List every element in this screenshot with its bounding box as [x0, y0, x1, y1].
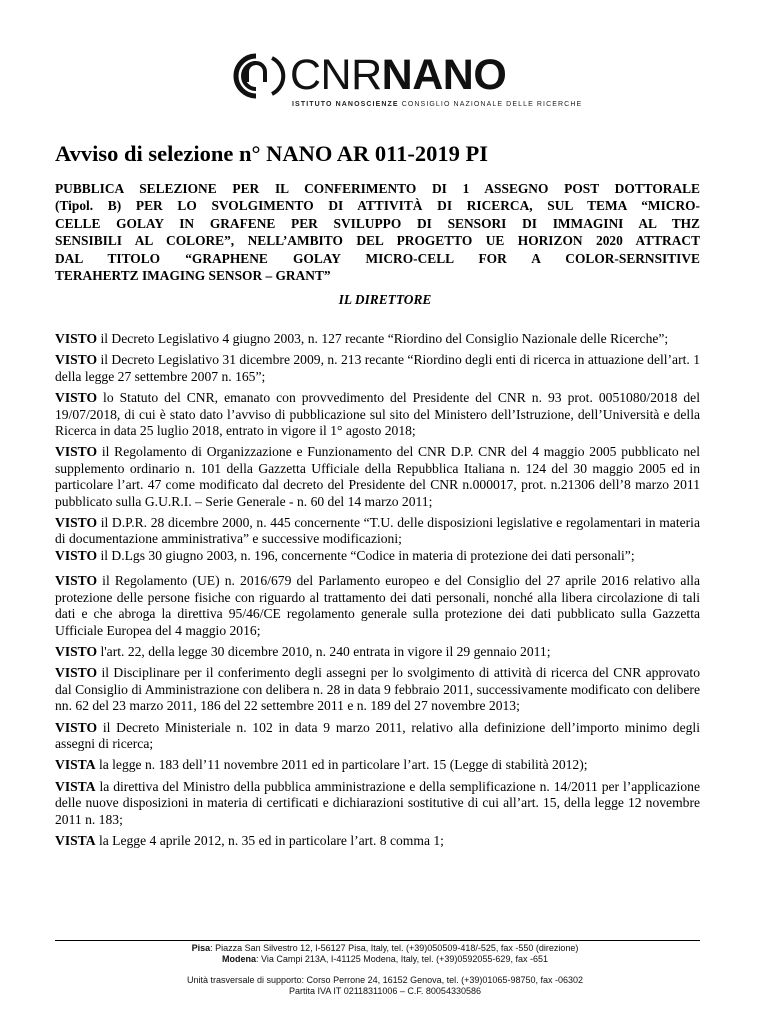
recital-text: il Regolamento di Organizzazione e Funzionamento del CNR D.P. CNR del 4 maggio 2005 pubblicato nel supplemento ordinario n. 101 della Gazzetta Ufficiale della Repubblica Italiana n. 124 del 30 maggio 2005 ed in particolare l’art. 47 come modificato dal decreto del Presidente del CNR n.000017, prot. n.21306 dell’8 marzo 2011 pubblicato sulla G.U.R.I. – Serie Generale - n. 60 del 14 marzo 2011; — [55, 444, 700, 509]
cnr-nano-logo — [0, 52, 770, 112]
footer-pisa — [0, 943, 770, 954]
recital-paragraph — [55, 515, 700, 548]
recital-lead: VISTO — [55, 719, 98, 735]
recital-paragraph — [55, 665, 700, 714]
recital-lead: VISTO — [55, 352, 98, 368]
cnr-logo-icon — [225, 52, 287, 100]
subject-line: CELLE GOLAY IN GRAFENE PER SVILUPPO DI SENSORI DI IMMAGINI AL THZ — [55, 215, 700, 231]
recital-text: il Decreto Ministeriale n. 102 in data 9 marzo 2011, relativo alla definizione dell’importo minimo degli assegni di ricerca; — [55, 719, 700, 751]
document-body — [55, 331, 700, 854]
recital-lead: VISTO — [55, 573, 98, 589]
logo-wordmark — [290, 50, 506, 100]
recital-lead: VISTO — [55, 665, 98, 681]
director-heading: IL DIRETTORE — [338, 292, 432, 307]
recital-paragraph — [55, 573, 700, 639]
recital-paragraph — [55, 644, 700, 660]
recital-text: la direttiva del Ministro della pubblica amministrazione e della semplificazione n. 14/2011 per l’applicazione delle nuove disposizioni in materia di certificati e dichiarazioni sostitutive di cui all’art. 15, della legge 12 novembre 2011 n. 183; — [55, 778, 700, 827]
logo-sub-light: CONSIGLIO NAZIONALE DELLE RICERCHE — [398, 101, 583, 108]
recital-lead: VISTA — [55, 757, 96, 773]
notice-title: Avviso di selezione n° NANO AR 011-2019 PI — [55, 141, 488, 166]
recital-lead: VISTO — [55, 390, 98, 406]
recital-paragraph — [55, 352, 700, 385]
recital-lead: VISTO — [55, 515, 98, 531]
recital-lead: VISTO — [55, 643, 98, 659]
subject-line: SENSIBILI AL COLORE”, NELL’AMBITO DEL PROGETTO UE HORIZON 2020 ATTRACT — [55, 233, 700, 249]
subject-line: PUBBLICA SELEZIONE PER IL CONFERIMENTO DI 1 ASSEGNO POST DOTTORALE — [55, 181, 700, 196]
recital-paragraph — [55, 757, 700, 773]
logo-word-nano: NANO — [381, 51, 507, 99]
recital-lead: VISTO — [55, 444, 98, 460]
footer-modena-label: Modena — [222, 954, 257, 964]
recital-lead: VISTA — [55, 778, 96, 794]
page-footer — [0, 943, 770, 997]
recital-lead: VISTO — [55, 547, 98, 563]
logo-word-cnr: CNR — [290, 51, 382, 99]
logo-subtitle — [292, 101, 582, 108]
footer-pisa-label: Pisa — [191, 943, 211, 953]
recital-text: il D.Lgs 30 giugno 2003, n. 196, concernente “Codice in materia di protezione dei dati personali”; — [97, 547, 635, 563]
recital-text: la Legge 4 aprile 2012, n. 35 ed in particolare l’art. 8 comma 1; — [95, 832, 444, 848]
subject-line: (Tipol. B) PER LO SVOLGIMENTO DI ATTIVITÀ DI RICERCA, SUL TEMA “MICRO- — [55, 198, 700, 214]
recital-paragraph — [55, 331, 700, 347]
subject-line: DAL TITOLO “GRAPHENE GOLAY MICRO-CELL FOR A COLOR-SERNSITIVE — [55, 250, 700, 266]
recital-text: il Regolamento (UE) n. 2016/679 del Parlamento europeo e del Consiglio del 27 aprile 2016 relativo alla protezione delle persone fisiche con riguardo al trattamento dei dati personali, nonché alla libera circolazione di tali dati e che abroga la direttiva 95/46/CE regolamento generale sulla protezione dei dati pubblicato sulla Gazzetta Ufficiale Europea del 4 maggio 2016; — [55, 573, 700, 638]
subject-line: TERAHERTZ IMAGING SENSOR – GRANT” — [55, 268, 331, 284]
recital-text: la legge n. 183 dell’11 novembre 2011 ed in particolare l’art. 15 (Legge di stabilità 2012); — [95, 757, 588, 773]
footer-divider — [55, 940, 700, 941]
recital-paragraph — [55, 720, 700, 753]
footer-modena — [0, 954, 770, 965]
recital-paragraph — [55, 548, 700, 564]
notice-subject — [55, 180, 700, 284]
recital-paragraph — [55, 444, 700, 510]
footer-pisa-text: : Piazza San Silvestro 12, I-56127 Pisa, Italy, tel. (+39)050509-418/-525, fax -550 (direzione) — [210, 943, 579, 953]
footer-vat: Partita IVA IT 02118311006 – C.F. 80054330586 — [289, 986, 481, 996]
recital-text: il Decreto Legislativo 31 dicembre 2009, n. 213 recante “Riordino degli enti di ricerca in attuazione dell’art. 1 della legge 27 settembre 2007 n. 165”; — [55, 352, 700, 384]
footer-support: Unità trasversale di supporto: Corso Perrone 24, 16152 Genova, tel. (+39)01065-98750, fax -06302 — [187, 975, 583, 985]
recital-lead: VISTO — [55, 331, 98, 346]
recital-paragraph — [55, 779, 700, 828]
recital-text: il D.P.R. 28 dicembre 2000, n. 445 concernente “T.U. delle disposizioni legislative e regolamentari in materia di documentazione amministrativa” e successive modificazioni; — [55, 515, 700, 547]
footer-spacer — [0, 965, 770, 975]
recital-paragraph — [55, 390, 700, 439]
logo-sub-bold: ISTITUTO NANOSCIENZE — [292, 101, 399, 108]
recital-lead: VISTA — [55, 832, 96, 848]
recital-text: lo Statuto del CNR, emanato con provvedimento del Presidente del CNR n. 93 prot. 0051080/2018 del 19/07/2018, di cui è stato dato l’avviso di pubblicazione sul sito del Ministero dell’Istruzione, dell’Università e della Ricerca in data 25 luglio 2018, entrato in vigore il 1° agosto 2018; — [55, 390, 700, 439]
recital-paragraph — [55, 833, 700, 849]
recital-text: il Disciplinare per il conferimento degli assegni per lo svolgimento di attività di ricerca del CNR approvato dal Consiglio di Amministrazione con delibera n. 28 in data 9 febbraio 2011, successivamente modificato con delibere nn. 62 del 23 marzo 2011, 186 del 22 settembre 2011 e n. 189 del 27 novembre 2013; — [55, 665, 700, 714]
recital-text: il Decreto Legislativo 4 giugno 2003, n. 127 recante “Riordino del Consiglio Nazionale delle Ricerche”; — [97, 331, 669, 346]
footer-modena-text: : Via Campi 213A, I-41125 Modena, Italy, tel. (+39)0592055-629, fax -651 — [256, 954, 548, 964]
recital-text: l'art. 22, della legge 30 dicembre 2010, n. 240 entrata in vigore il 29 gennaio 2011; — [97, 643, 551, 659]
